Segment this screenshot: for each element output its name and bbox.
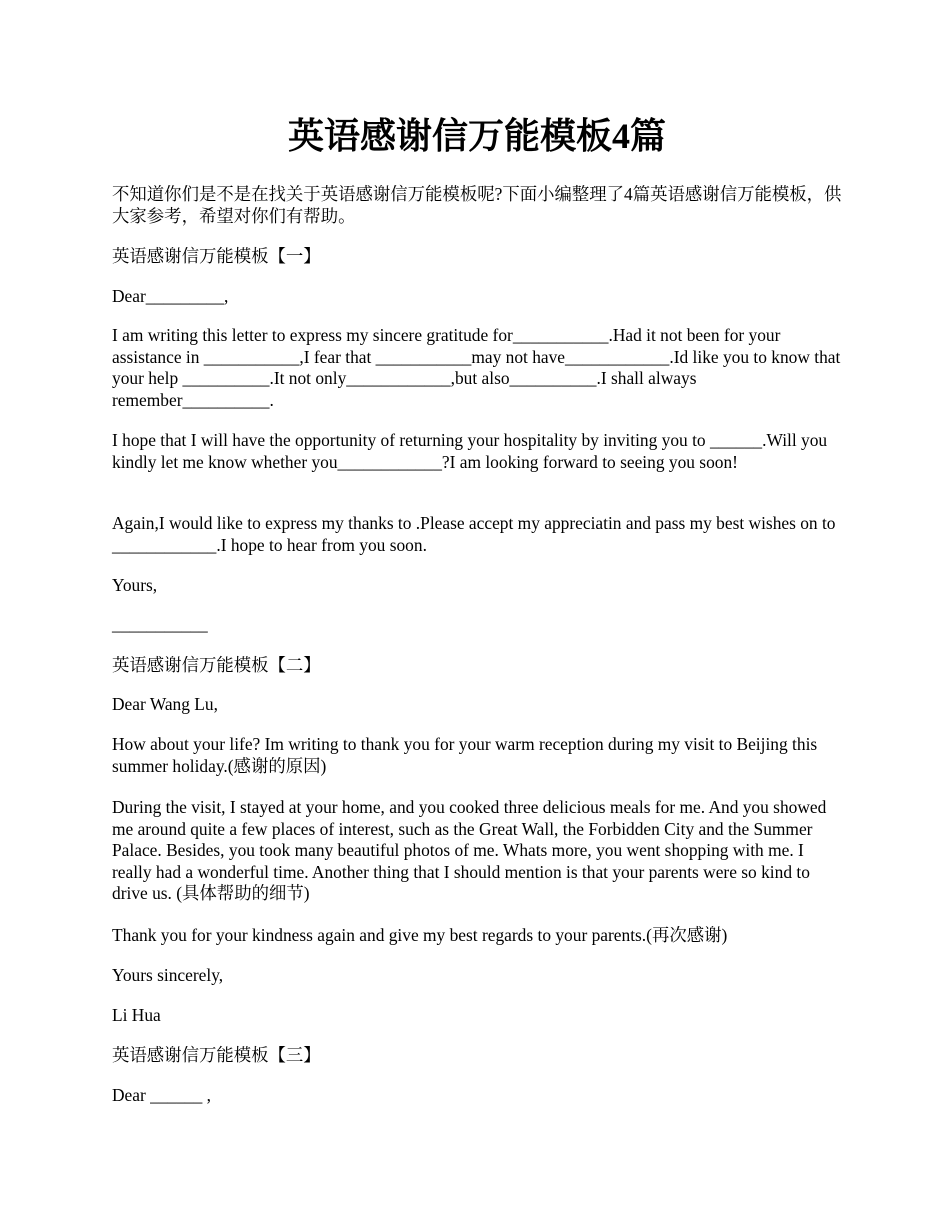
body-paragraph-1a: I am writing this letter to express my sincere gratitude for___________.Had it not been for your assistance in ___________,I fear that ___________may not have____________.Id like you to know that your help __________.It not only____________,but also__________.I shall always remember__________. [112, 325, 841, 410]
body-paragraph-2a: How about your life? Im writing to thank you for your warm reception during my visit to Beijing this summer holiday.(感谢的原因) [112, 734, 818, 776]
section-heading-2: 英语感谢信万能模板【二】 [112, 655, 321, 675]
closing-1: Yours, [112, 575, 158, 595]
body-paragraph-2c: Thank you for your kindness again and give my best regards to your parents.(再次感谢) [112, 925, 728, 945]
salutation-1: Dear_________, [112, 286, 229, 306]
body-paragraph-1c: Again,I would like to express my thanks to .Please accept my appreciatin and pass my best wishes on to ____________.I hope to hear from you soon. [112, 513, 836, 555]
signature-blank-1: ___________ [112, 614, 208, 634]
document-title: 英语感谢信万能模板4篇 [287, 116, 666, 156]
body-paragraph-2b: During the visit, I stayed at your home, and you cooked three delicious meals for me. And you showed me around quite a few places of interest, such as the Great Wall, the Forbidden City and the Summer Palace. Besides, you took many beautiful photos of me. Whats more, you went shopping with me. I really had a wonderful time. Another thing that I should mention is that your parents were so kind to drive us. (具体帮助的细节) [112, 797, 827, 904]
salutation-3: Dear ______ , [112, 1085, 212, 1105]
body-paragraph-1b: I hope that I will have the opportunity of returning your hospitality by inviting you to ______.Will you kindly let me know whether you____________?I am looking forward to seeing you soon! [112, 430, 828, 472]
section-heading-1: 英语感谢信万能模板【一】 [112, 246, 321, 266]
signature-2: Li Hua [112, 1005, 161, 1025]
intro-paragraph: 不知道你们是不是在找关于英语感谢信万能模板呢?下面小编整理了4篇英语感谢信万能模板，供大家参考，希望对你们有帮助。 [112, 184, 842, 226]
salutation-2: Dear Wang Lu, [112, 694, 218, 714]
section-heading-3: 英语感谢信万能模板【三】 [112, 1045, 321, 1065]
closing-2: Yours sincerely, [112, 965, 224, 985]
